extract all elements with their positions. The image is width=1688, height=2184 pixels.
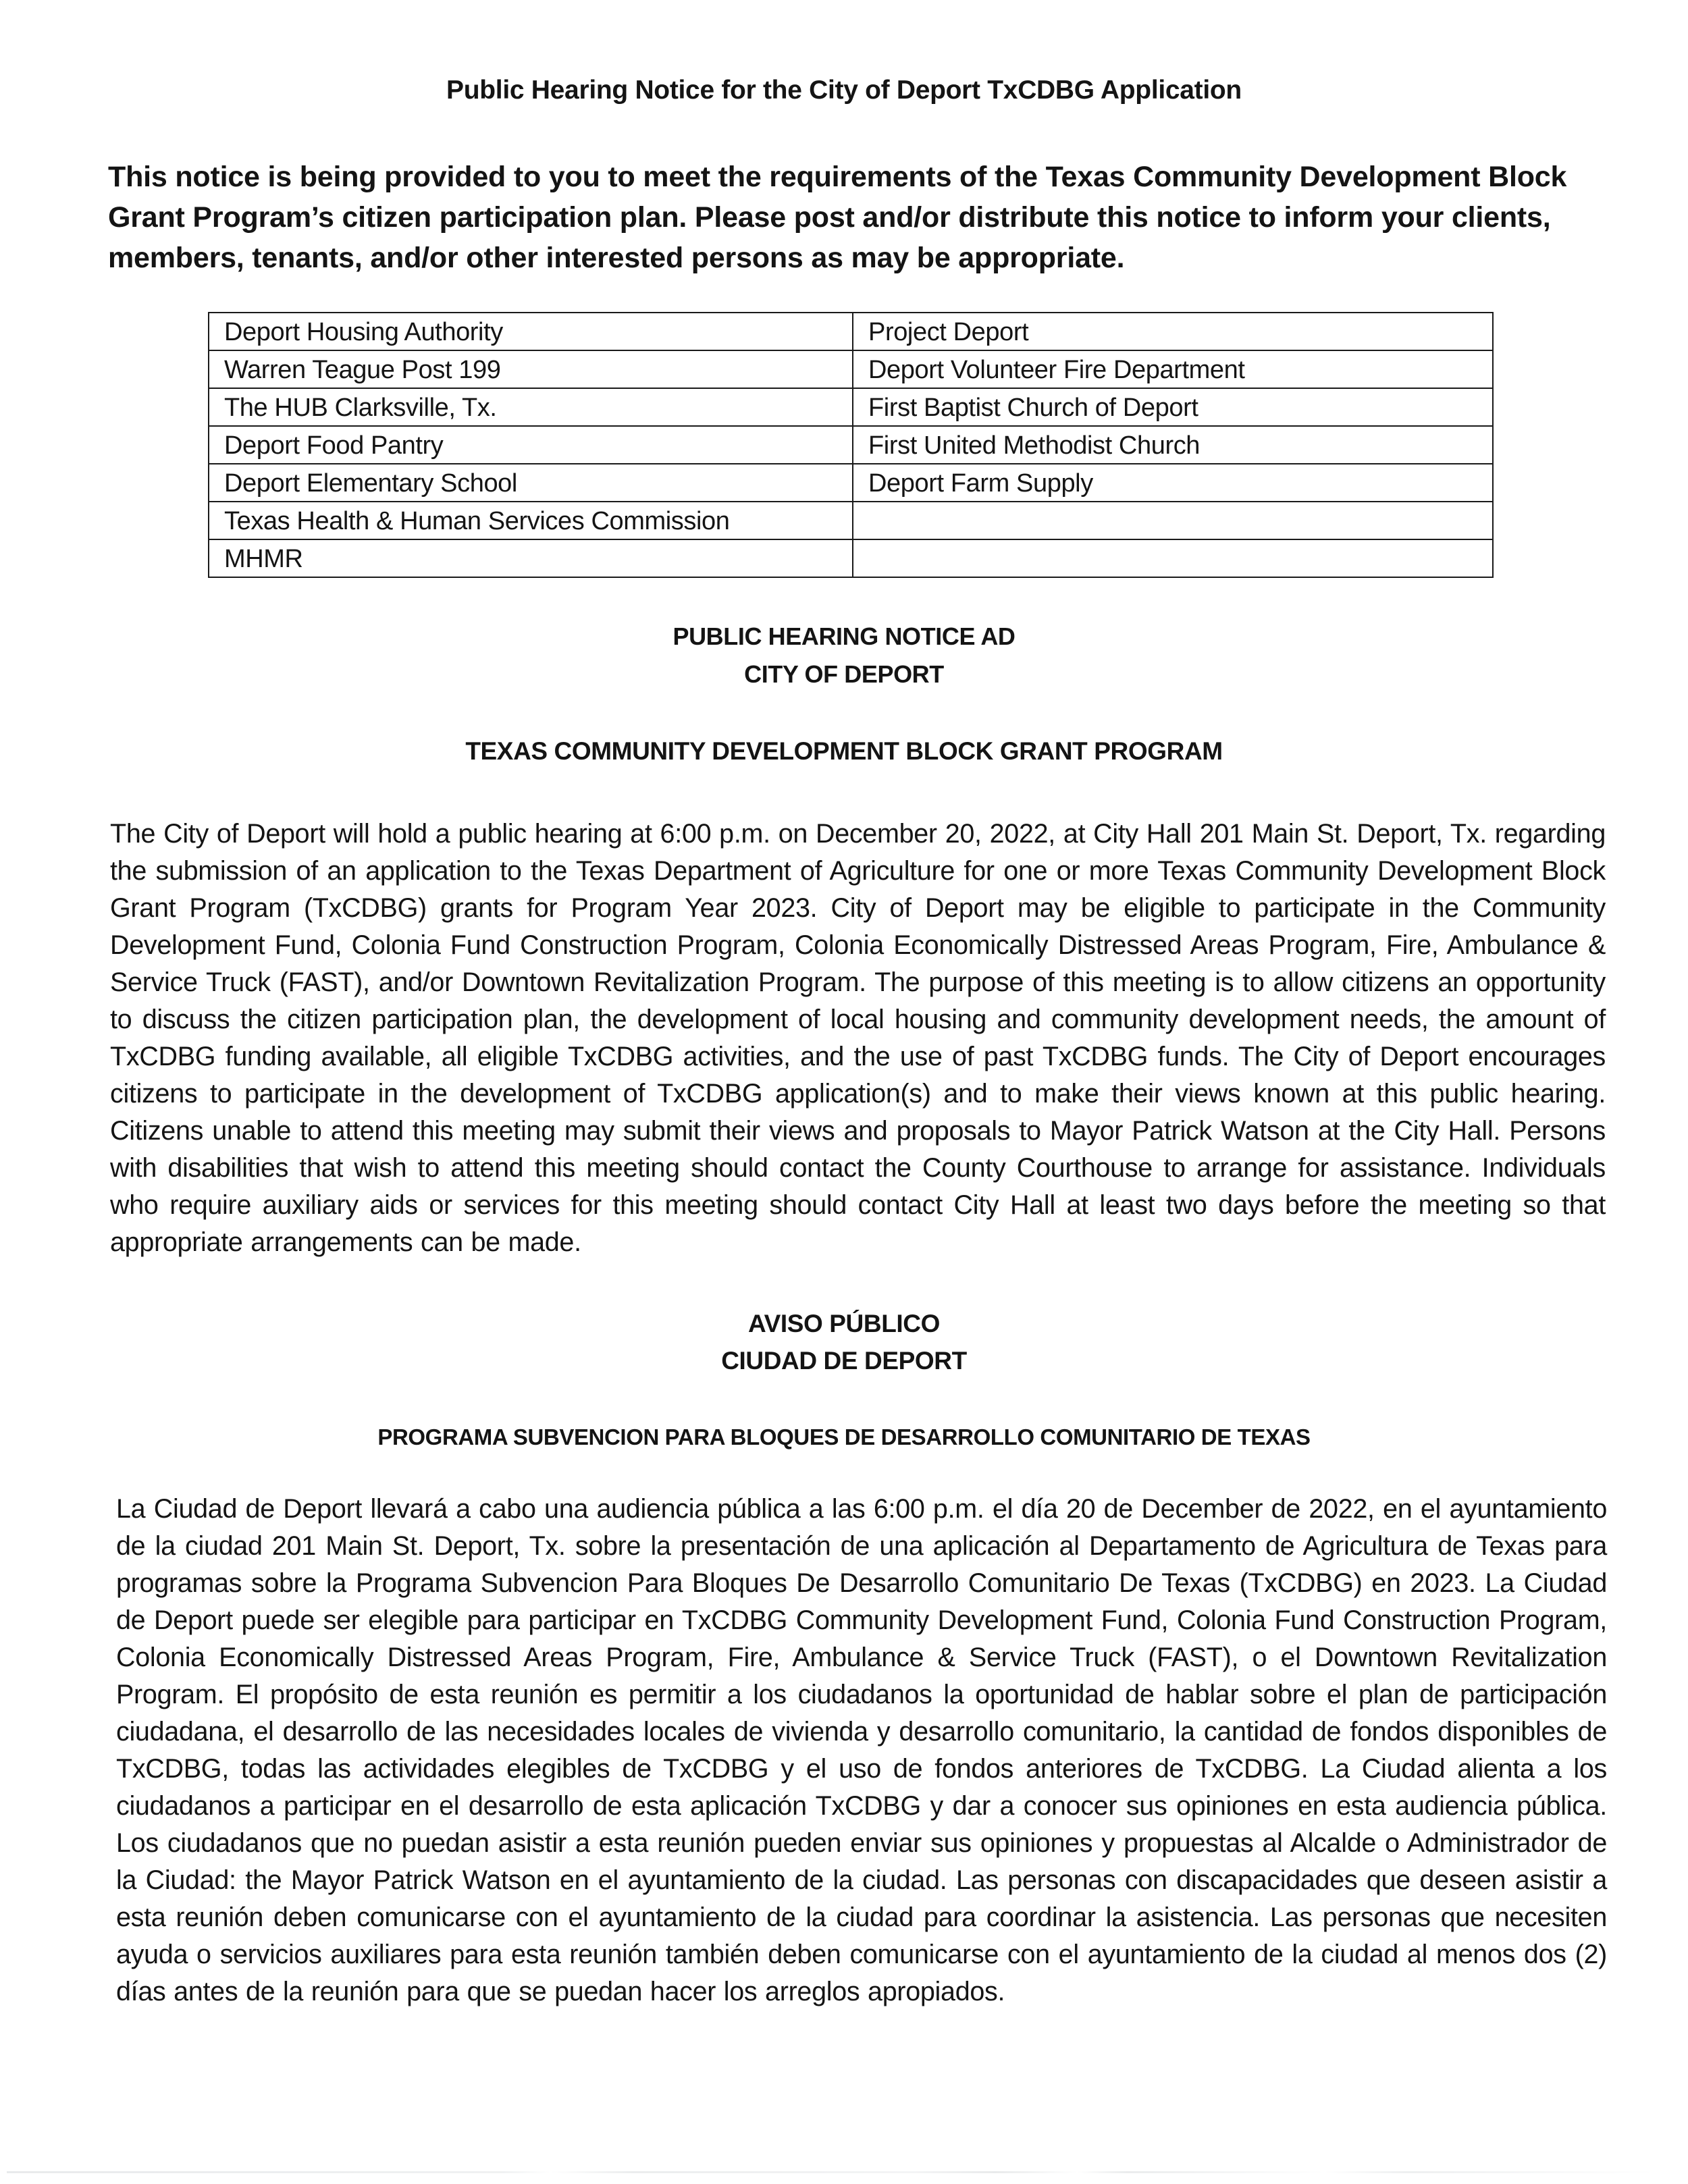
table-cell: First Baptist Church of Deport: [853, 388, 1493, 426]
table-cell: First United Methodist Church: [853, 426, 1493, 464]
table-cell: Warren Teague Post 199: [209, 350, 853, 388]
table-cell: Texas Health & Human Services Commission: [209, 502, 853, 539]
table-cell: Deport Elementary School: [209, 464, 853, 502]
table-cell: Deport Farm Supply: [853, 464, 1493, 502]
spanish-heading-program: PROGRAMA SUBVENCION PARA BLOQUES DE DESARROLLO COMUNITARIO DE TEXAS: [377, 1424, 1311, 1449]
table-cell: Project Deport: [853, 313, 1493, 350]
spanish-notice-body: La Ciudad de Deport llevará a cabo una audiencia pública a las 6:00 p.m. el día 20 de December de 2022, en el ayuntamiento de la ciudad 201 Main St. Deport, Tx. sobre la presentación de una aplicación al Departamento de Agricultura de Texas para programas sobre la Programa Subvencion Para Bloques De Desarrollo Comunitario De Texas (TxCDBG) en 2023. La Ciudad de Deport puede ser elegible para participar en TxCDBG Community Development Fund, Colonia Fund Construction Program, Colonia Economically Distressed Areas Program, Fire, Ambulance & Service Truck (FAST), o el Downtown Revitalization Program. El propósito de esta reunión es permitir a los ciudadanos la oportunidad de hablar sobre el plan de participación ciudadana, el desarrollo de las necesidades locales de vivienda y desarrollo comunitario, la cantidad de fondos disponibles de TxCDBG, todas las actividades elegibles de TxCDBG y el uso de fondos anteriores de TxCDBG. La Ciudad alienta a los ciudadanos a participar en el desarrollo de esta aplicación TxCDBG y dar a conocer sus opiniones en esta audiencia pública. Los ciudadanos que no puedan asistir a esta reunión pueden enviar sus opiniones y propuestas al Alcalde o Administrador de la Ciudad: the Mayor Patrick Watson en el ayuntamiento de la ciudad. Las personas con discapacidades que deseen asistir a esta reunión deben comunicarse con el ayuntamiento de la ciudad para coordinar la asistencia. Las personas que necesiten ayuda o servicios auxiliares para esta reunión también deben comunicarse con el ayuntamiento de la ciudad al menos dos (2) días antes de la reunión para que se puedan hacer los arreglos apropiados.: [116, 1494, 1607, 2006]
table-row: [209, 313, 1493, 350]
table-cell-empty: [853, 539, 1493, 577]
table-cell: Deport Housing Authority: [209, 313, 853, 350]
table-row: [209, 464, 1493, 502]
english-heading-city: CITY OF DEPORT: [744, 660, 944, 688]
table-cell: MHMR: [209, 539, 853, 577]
spanish-heading-notice: AVISO PÚBLICO: [748, 1310, 940, 1337]
spanish-heading-city: CIUDAD DE DEPORT: [721, 1347, 967, 1375]
scan-edge-line: [7, 2171, 1654, 2173]
table-cell: The HUB Clarksville, Tx.: [209, 388, 853, 426]
intro-paragraph: This notice is being provided to you to meet the requirements of the Texas Community Development Block Grant Program’s citizen participation plan. Please post and/or distribute this notice to inform your clients, members, tenants, and/or other interested persons as may be appropriate.: [108, 161, 1567, 274]
document-title: Public Hearing Notice for the City of Deport TxCDBG Application: [446, 76, 1242, 105]
english-heading-notice-ad: PUBLIC HEARING NOTICE AD: [672, 622, 1016, 650]
table-row: [209, 426, 1493, 464]
english-heading-program: TEXAS COMMUNITY DEVELOPMENT BLOCK GRANT PROGRAM: [465, 737, 1223, 765]
table-row: [209, 350, 1493, 388]
table-cell-empty: [853, 502, 1493, 539]
table-row: [209, 388, 1493, 426]
english-notice-body: The City of Deport will hold a public hearing at 6:00 p.m. on December 20, 2022, at City Hall 201 Main St. Deport, Tx. regarding the submission of an application to the Texas Department of Agriculture for one or more Texas Community Development Block Grant Program (TxCDBG) grants for Program Year 2023. City of Deport may be eligible to participate in the Community Development Fund, Colonia Fund Construction Program, Colonia Economically Distressed Areas Program, Fire, Ambulance & Service Truck (FAST), and/or Downtown Revitalization Program. The purpose of this meeting is to allow citizens an opportunity to discuss the citizen participation plan, the development of local housing and community development needs, the amount of TxCDBG funding available, all eligible TxCDBG activities, and the use of past TxCDBG funds. The City of Deport encourages citizens to participate in the development of TxCDBG application(s) and to make their views known at this public hearing. Citizens unable to attend this meeting may submit their views and proposals to Mayor Patrick Watson at the City Hall. Persons with disabilities that wish to attend this meeting should contact the County Courthouse to arrange for assistance. Individuals who require auxiliary aids or services for this meeting should contact City Hall at least two days before the meeting so that appropriate arrangements can be made.: [110, 819, 1606, 1257]
table-row: [209, 502, 1493, 539]
table-cell: Deport Volunteer Fire Department: [853, 350, 1493, 388]
table-cell: Deport Food Pantry: [209, 426, 853, 464]
distribution-table: [208, 312, 1494, 578]
table-row: [209, 539, 1493, 577]
